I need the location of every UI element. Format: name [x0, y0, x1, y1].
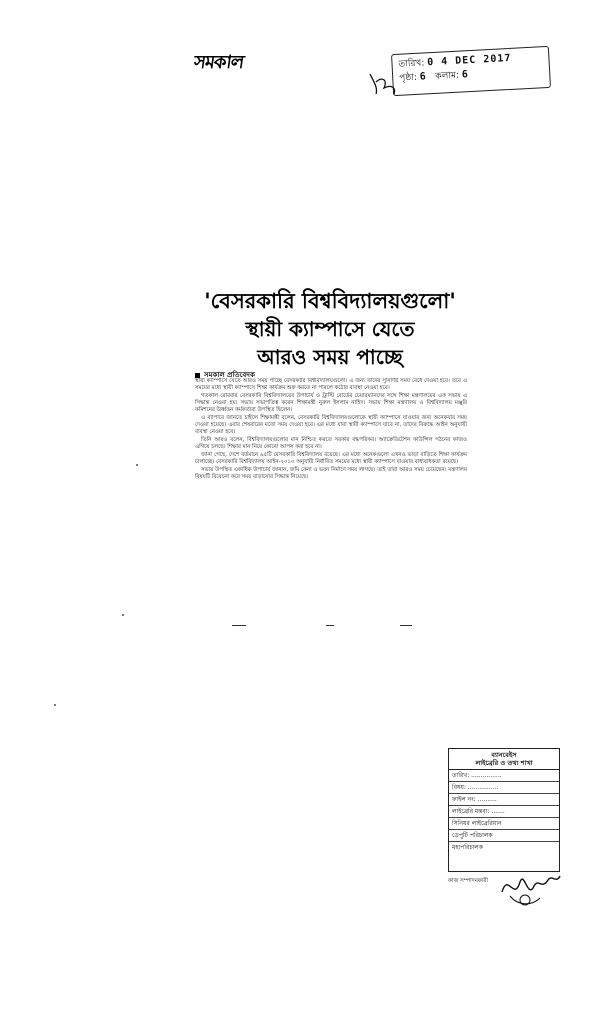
newspaper-masthead: সমকাল [192, 52, 245, 73]
date-value: 0 4 DEC 2017 [426, 52, 512, 69]
column-value: 6 [461, 69, 470, 81]
handwritten-signature [498, 862, 562, 910]
register-row: ফাইল নং: .......... [449, 794, 559, 806]
byline: সমকাল প্রতিবেদক [195, 369, 345, 381]
article-body [195, 378, 467, 618]
article-paragraph: গতকাল রোববার বেসরকারি বিশ্ববিদ্যালয়ের উপাচার্য ও ট্রাস্টি বোর্ডের চেয়ারম্যানদের সঙ্গে শিক্ষা মন্ত্রণালয়ের এক সভায় এ সিদ্ধান্ত নেওয়া হয়। সভায় সভাপতিত্ব করেন শিক্ষামন্ত্রী নুরুল ইসলাম নাহিদ। সভায় শিক্ষা মন্ত্রণালয় ও বিশ্ববিদ্যালয় মঞ্জুরি কমিশনের ঊর্ধ্বতন কর্মকর্তারা উপস্থিত ছিলেন। [195, 393, 467, 413]
register-row: মহাপরিচালক [452, 844, 483, 851]
page-label: পৃষ্ঠা [399, 73, 415, 84]
headline-line-1: 'বেসরকারি বিশ্ববিদ্যালয়গুলো' [204, 288, 456, 313]
article-paragraph: স্থায়ী ক্যাম্পাসে যেতে আরও সময় পাচ্ছে বেসরকারি বিশ্ববিদ্যালয়গুলো। এ জন্য তাদের সুনির্দিষ্ট সময় বেঁধে দেওয়া হবে। তবে এ সময়ের মধ্যে স্থায়ী ক্যাম্পাসে শিক্ষা কার্যক্রম শুরু করতে না পারলে কঠোর ব্যবস্থা নেওয়া হবে। [195, 378, 467, 391]
column-label: কলাম [435, 70, 457, 82]
page-value: 6 [419, 71, 428, 83]
article-paragraph: তিনি আরও বলেন, বিশ্ববিদ্যালয়গুলোর মান নিশ্চিত করতে সরকার বদ্ধপরিকর। অ্যাক্রেডিটেশন কাউন্সিল গঠনের কাজও এগিয়ে চলছে। শিক্ষার মান নিয়ে কোনো আপস করা হবে না। [195, 437, 467, 450]
speck [136, 464, 138, 466]
register-title: ব্যানবেইস [491, 751, 517, 759]
speck [54, 704, 56, 706]
register-row: সিনিয়র লাইব্রেরিয়ান [449, 818, 559, 830]
register-row: বিষয়: ................ [449, 782, 559, 794]
register-row: তারিখ: ................ [449, 770, 559, 782]
bullet-square-icon [195, 373, 200, 378]
library-register-stamp [448, 748, 560, 872]
speck [122, 614, 124, 616]
clipping-edge-mark [232, 625, 246, 626]
headline-line-3: আরও সময় পাচ্ছে [257, 345, 403, 369]
clipping-edge-mark [326, 625, 334, 626]
article-paragraph: সভায় উপস্থিত একাধিক উপাচার্য জানান, জমি কেনা ও ভবন নির্মাণে সময় লাগছে। তাই তারা আরও সময় চেয়েছেন। মন্ত্রণালয় বিষয়টি বিবেচনা করে সময় বাড়ানোর সিদ্ধান্ত নিয়েছে। [195, 467, 467, 480]
date-label: তারিখ [398, 58, 422, 70]
date-page-stamp: তারিখ: 0 4 DEC 2017 পৃষ্ঠা: 6 কলাম: 6 [391, 46, 551, 96]
handwritten-mark [366, 68, 400, 98]
register-row: লাইব্রেরি মন্তব্য: ....... [449, 806, 559, 818]
register-subtitle: লাইব্রেরি ও তথ্য শাখা [475, 759, 533, 767]
article-paragraph: এ ব্যাপারে জানতে চাইলে শিক্ষামন্ত্রী বলেন, বেসরকারি বিশ্ববিদ্যালয়গুলোকে স্থায়ী ক্যাম্পাসে যাওয়ার জন্য অনেকবার সময় দেওয়া হয়েছে। এবার শেষবারের মতো সময় দেওয়া হবে। এর মধ্যে যারা স্থায়ী ক্যাম্পাসে যাবে না, তাদের বিরুদ্ধে আইন অনুযায়ী ব্যবস্থা নেওয়া হবে। [195, 415, 467, 435]
register-row: ডেপুটি পরিচালক [449, 830, 559, 842]
article-paragraph: জানা গেছে, দেশে বর্তমানে ৯৫টি বেসরকারি বিশ্ববিদ্যালয় রয়েছে। এর মধ্যে অনেকগুলো এখনও ভাড়া বাড়িতে শিক্ষা কার্যক্রম চালাচ্ছে। বেসরকারি বিশ্ববিদ্যালয় আইন-২০১০ অনুযায়ী নির্ধারিত সময়ের মধ্যে স্থায়ী ক্যাম্পাসে যাওয়ার বাধ্যবাধকতা রয়েছে। [195, 452, 467, 465]
register-footer-label: কাজ সম্পাদনকারী [448, 878, 488, 884]
clipping-edge-mark [400, 625, 412, 626]
headline-line-2: স্থায়ী ক্যাম্পাসে যেতে [245, 317, 415, 341]
article-headline [195, 287, 465, 371]
